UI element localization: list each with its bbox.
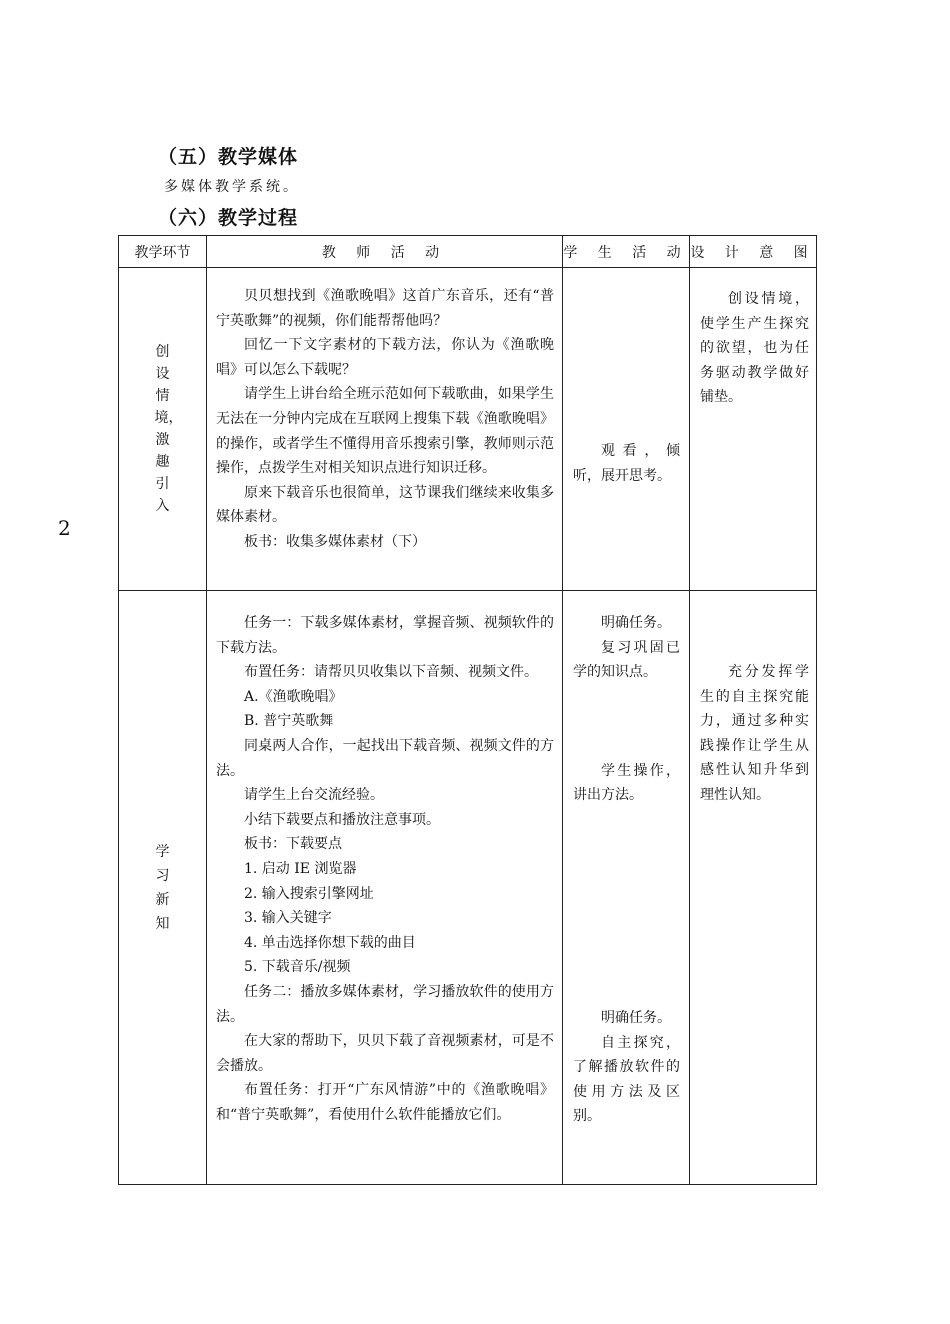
teacher-paragraph: 任务一：下载多媒体素材，掌握音频、视频软件的下载方法。 bbox=[216, 615, 554, 656]
teacher-paragraph: 布置任务：打开“广东风情游”中的《渔歌晚唱》和“普宁英歌舞”，看使用什么软件能播放它们。 bbox=[216, 1082, 554, 1123]
design-paragraph: 创设情境，使学生产生探究的欲望，也为任务驱动教学做好铺垫。 bbox=[700, 291, 809, 406]
header-teacher: 教 师 活 动 bbox=[207, 236, 563, 268]
teacher-paragraph: 板书：下载要点 bbox=[244, 836, 342, 853]
teacher-paragraph: 板书：收集多媒体素材（下） bbox=[244, 533, 426, 550]
media-text: 多媒体教学系统。 bbox=[164, 179, 300, 195]
page-number: 2 bbox=[58, 516, 71, 540]
teacher-paragraph: 2. 输入搜索引擎网址 bbox=[244, 885, 374, 902]
teacher-paragraph: 5. 下载音乐/视频 bbox=[244, 959, 351, 976]
student-paragraph: 学生操作，讲出方法。 bbox=[573, 762, 680, 804]
student-paragraph: 自主探究，了解播放软件的使用方法及区别。 bbox=[573, 1034, 680, 1125]
teacher-paragraph: 原来下载音乐也很简单，这节课我们继续来收集多媒体素材。 bbox=[216, 484, 554, 526]
student-cell bbox=[563, 591, 690, 1185]
table-row bbox=[119, 268, 817, 591]
student-paragraph: 复习巩固已学的知识点。 bbox=[573, 639, 680, 681]
teacher-paragraph: 1. 启动 IE 浏览器 bbox=[244, 860, 357, 877]
design-paragraph: 充分发挥学生的自主探究能力，通过多种实践操作让学生从感性认知升华到理性认知。 bbox=[700, 664, 809, 803]
design-cell bbox=[690, 268, 817, 591]
table-header-row bbox=[119, 236, 817, 268]
student-paragraph: 明确任务。 bbox=[601, 1009, 671, 1026]
teacher-cell bbox=[207, 591, 563, 1185]
stage-label: 创设情境，激趣引入 bbox=[154, 344, 183, 514]
teacher-paragraph: 请学生上讲台给全班示范如何下载歌曲，如果学生无法在一分钟内完成在互联网上搜集下载《渔歌晚唱》的操作，或者学生不懂得用音乐搜索引擎，教师则示范操作，点拨学生对相关知识点进行知识迁移。 bbox=[216, 386, 554, 477]
student-paragraph: 明确任务。 bbox=[601, 615, 671, 631]
teacher-paragraph: 4. 单击选择你想下载的曲目 bbox=[244, 934, 416, 951]
header-student: 学 生 活 动 bbox=[563, 236, 690, 268]
stage-cell bbox=[119, 268, 207, 591]
teacher-paragraph: 小结下载要点和播放注意事项。 bbox=[244, 811, 440, 828]
teacher-paragraph: 3. 输入关键字 bbox=[244, 910, 332, 927]
teacher-cell bbox=[207, 268, 563, 591]
teaching-process-table bbox=[118, 235, 817, 1185]
stage-label: 学习新知 bbox=[155, 843, 170, 932]
stage-cell bbox=[119, 591, 207, 1185]
table-row bbox=[119, 591, 817, 1185]
student-paragraph: 观看，倾听，展开思考。 bbox=[573, 443, 680, 484]
design-cell bbox=[690, 591, 817, 1185]
section-heading-media: （五）教学媒体 bbox=[158, 146, 299, 168]
teacher-paragraph: A.《渔歌晚唱》 bbox=[244, 688, 343, 705]
header-stage: 教学环节 bbox=[119, 236, 207, 268]
teacher-paragraph: 请学生上台交流经验。 bbox=[244, 787, 384, 804]
teacher-paragraph: 回忆一下文字素材的下载方法，你认为《渔歌晚唱》可以怎么下载呢？ bbox=[216, 337, 554, 378]
teacher-paragraph: 任务二：播放多媒体素材，学习播放软件的使用方法。 bbox=[216, 983, 554, 1025]
header-design: 设 计 意 图 bbox=[690, 236, 817, 268]
teacher-paragraph: 同桌两人合作，一起找出下载音频、视频文件的方法。 bbox=[216, 737, 554, 779]
teacher-paragraph: 贝贝想找到《渔歌晚唱》这首广东音乐，还有“普宁英歌舞”的视频，你们能帮帮他吗？ bbox=[216, 288, 554, 329]
teacher-paragraph: 布置任务：请帮贝贝收集以下音频、视频文件。 bbox=[244, 664, 538, 681]
student-cell bbox=[563, 268, 690, 591]
section-heading-process: （六）教学过程 bbox=[158, 207, 299, 229]
teacher-paragraph: B. 普宁英歌舞 bbox=[244, 713, 334, 730]
teacher-paragraph: 在大家的帮助下，贝贝下载了音视频素材，可是不会播放。 bbox=[216, 1033, 554, 1074]
